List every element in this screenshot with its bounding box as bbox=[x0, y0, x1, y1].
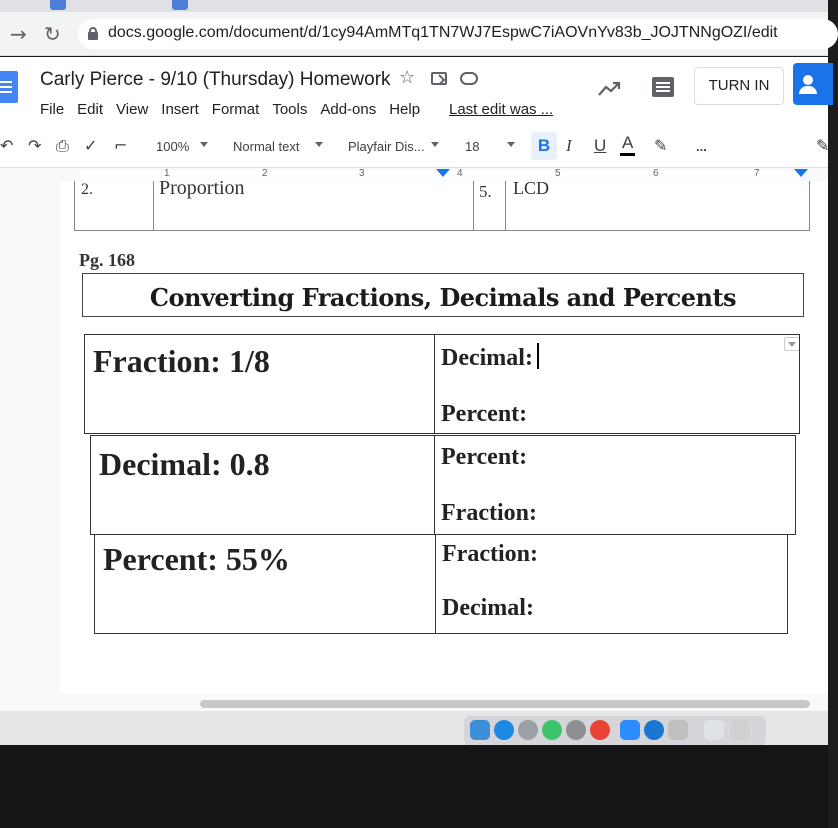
chevron-down-icon[interactable] bbox=[431, 142, 439, 147]
text-cursor bbox=[537, 343, 539, 369]
chevron-down-icon[interactable] bbox=[200, 142, 208, 147]
font-select[interactable]: Playfair Dis... bbox=[348, 139, 425, 154]
italic-button[interactable]: I bbox=[566, 136, 572, 155]
table-row bbox=[90, 435, 796, 535]
text-color-button[interactable]: A bbox=[622, 133, 634, 152]
zoom-select[interactable]: 100% bbox=[156, 139, 190, 154]
ruler bbox=[0, 167, 828, 181]
page-reference[interactable]: Pg. 168 bbox=[79, 250, 135, 270]
ruler-number: 3 bbox=[359, 168, 365, 179]
document-canvas bbox=[0, 177, 828, 711]
conversion-table bbox=[84, 334, 800, 634]
menu-addons[interactable]: Add-ons bbox=[320, 101, 377, 118]
answer-prompt[interactable]: Fraction: bbox=[442, 541, 538, 567]
highlight-pen-icon[interactable]: ✎ bbox=[654, 136, 668, 155]
table-row bbox=[84, 334, 800, 434]
document-page[interactable] bbox=[60, 177, 828, 693]
menu-insert[interactable]: Insert bbox=[161, 101, 199, 118]
system-preferences-icon[interactable] bbox=[566, 720, 586, 740]
horizontal-scrollbar[interactable] bbox=[200, 700, 810, 708]
ruler-number: 6 bbox=[653, 168, 659, 179]
url-text[interactable]: docs.google.com/document/d/1cy94AmMTq1TN7WJ7EspwC7iAOVnYv83b_JOJTNNgOZI/edit bbox=[108, 24, 778, 41]
reload-icon[interactable]: ↻ bbox=[44, 22, 61, 46]
messages-icon[interactable] bbox=[542, 720, 562, 740]
tab-favicon[interactable] bbox=[50, 0, 66, 10]
person-icon bbox=[803, 75, 813, 85]
dock bbox=[464, 716, 766, 746]
undo-icon[interactable]: ↶ bbox=[0, 136, 14, 155]
answer-prompt[interactable]: Decimal: bbox=[441, 343, 539, 372]
answer-prompt[interactable]: Percent: bbox=[441, 401, 528, 427]
spellcheck-icon[interactable]: ✓ bbox=[84, 136, 98, 155]
address-bar bbox=[0, 12, 828, 56]
document-title[interactable]: Carly Pierce - 9/10 (Thursday) Homework bbox=[40, 69, 391, 90]
answer-prompt[interactable]: Decimal: bbox=[442, 595, 534, 621]
tab-strip bbox=[0, 0, 828, 12]
chevron-down-icon[interactable] bbox=[507, 142, 515, 147]
heading-box bbox=[82, 273, 804, 317]
chrome-icon[interactable] bbox=[590, 720, 610, 740]
underline-button[interactable]: U bbox=[594, 136, 607, 155]
menu-tools[interactable]: Tools bbox=[272, 101, 308, 118]
list-number: 5. bbox=[479, 182, 492, 201]
edit-mode-icon[interactable]: ✎ bbox=[816, 136, 830, 155]
safari-icon[interactable] bbox=[644, 720, 664, 740]
ruler-number: 5 bbox=[555, 168, 561, 179]
ruler-number: 2 bbox=[262, 168, 268, 179]
table-row bbox=[94, 534, 788, 634]
paint-format-icon[interactable]: ⌐ bbox=[114, 136, 128, 155]
indent-marker[interactable] bbox=[436, 169, 450, 177]
tab-favicon[interactable] bbox=[172, 0, 188, 10]
last-edit-link[interactable]: Last edit was ... bbox=[449, 101, 554, 118]
docs-logo-icon[interactable] bbox=[0, 71, 18, 103]
given-value[interactable]: Decimal: 0.8 bbox=[99, 446, 270, 482]
menu-format[interactable]: Format bbox=[211, 101, 260, 118]
vocab-term[interactable]: Proportion bbox=[159, 177, 245, 199]
given-value[interactable]: Percent: 55% bbox=[103, 541, 290, 577]
menu-edit[interactable]: Edit bbox=[77, 101, 104, 118]
preview-icon[interactable] bbox=[668, 720, 688, 740]
list-number: 2. bbox=[81, 181, 93, 198]
menu-bar bbox=[40, 101, 420, 118]
turn-in-button[interactable]: TURN IN bbox=[694, 67, 784, 105]
ruler-number: 1 bbox=[164, 168, 170, 179]
menu-view[interactable]: View bbox=[116, 101, 149, 118]
finder-icon[interactable] bbox=[470, 720, 490, 740]
zoom-icon[interactable] bbox=[620, 720, 640, 740]
vocab-term[interactable]: LCD bbox=[513, 178, 549, 198]
lock-icon bbox=[88, 27, 98, 40]
docs-header bbox=[0, 57, 828, 127]
toolbar bbox=[0, 127, 828, 167]
answer-prompt[interactable]: Fraction: bbox=[441, 500, 537, 526]
page-title[interactable]: Converting Fractions, Decimals and Percents bbox=[149, 283, 737, 312]
star-icon[interactable]: ☆ bbox=[399, 67, 416, 88]
bold-button[interactable]: B bbox=[531, 132, 557, 160]
answer-prompt[interactable]: Percent: bbox=[441, 444, 528, 470]
ruler-number: 7 bbox=[754, 168, 760, 179]
app-store-icon[interactable] bbox=[494, 720, 514, 740]
vocab-table bbox=[74, 177, 810, 231]
share-button[interactable] bbox=[793, 63, 833, 105]
forward-icon[interactable]: → bbox=[10, 22, 27, 46]
activity-trend-icon[interactable] bbox=[598, 81, 622, 97]
style-select[interactable]: Normal text bbox=[233, 139, 300, 154]
trash-icon[interactable] bbox=[730, 720, 750, 740]
print-icon[interactable]: ⎙ bbox=[56, 136, 69, 155]
launchpad-icon[interactable] bbox=[518, 720, 538, 740]
more-button[interactable]: ... bbox=[696, 139, 707, 154]
menu-help[interactable]: Help bbox=[389, 101, 421, 118]
chevron-down-icon[interactable] bbox=[315, 142, 323, 147]
given-value[interactable]: Fraction: 1/8 bbox=[93, 343, 270, 379]
font-size-input[interactable]: 18 bbox=[465, 139, 480, 154]
omnibox[interactable] bbox=[78, 19, 838, 49]
menu-file[interactable]: File bbox=[40, 101, 65, 118]
comment-history-icon[interactable] bbox=[652, 77, 674, 97]
ruler-number: 4 bbox=[457, 168, 463, 179]
monitor-bezel bbox=[0, 745, 828, 828]
move-to-folder-icon[interactable] bbox=[431, 72, 447, 85]
documents-folder-icon[interactable] bbox=[704, 720, 724, 740]
right-indent-marker[interactable] bbox=[794, 169, 808, 177]
cloud-saved-icon[interactable] bbox=[460, 72, 478, 85]
redo-icon[interactable]: ↷ bbox=[28, 136, 42, 155]
